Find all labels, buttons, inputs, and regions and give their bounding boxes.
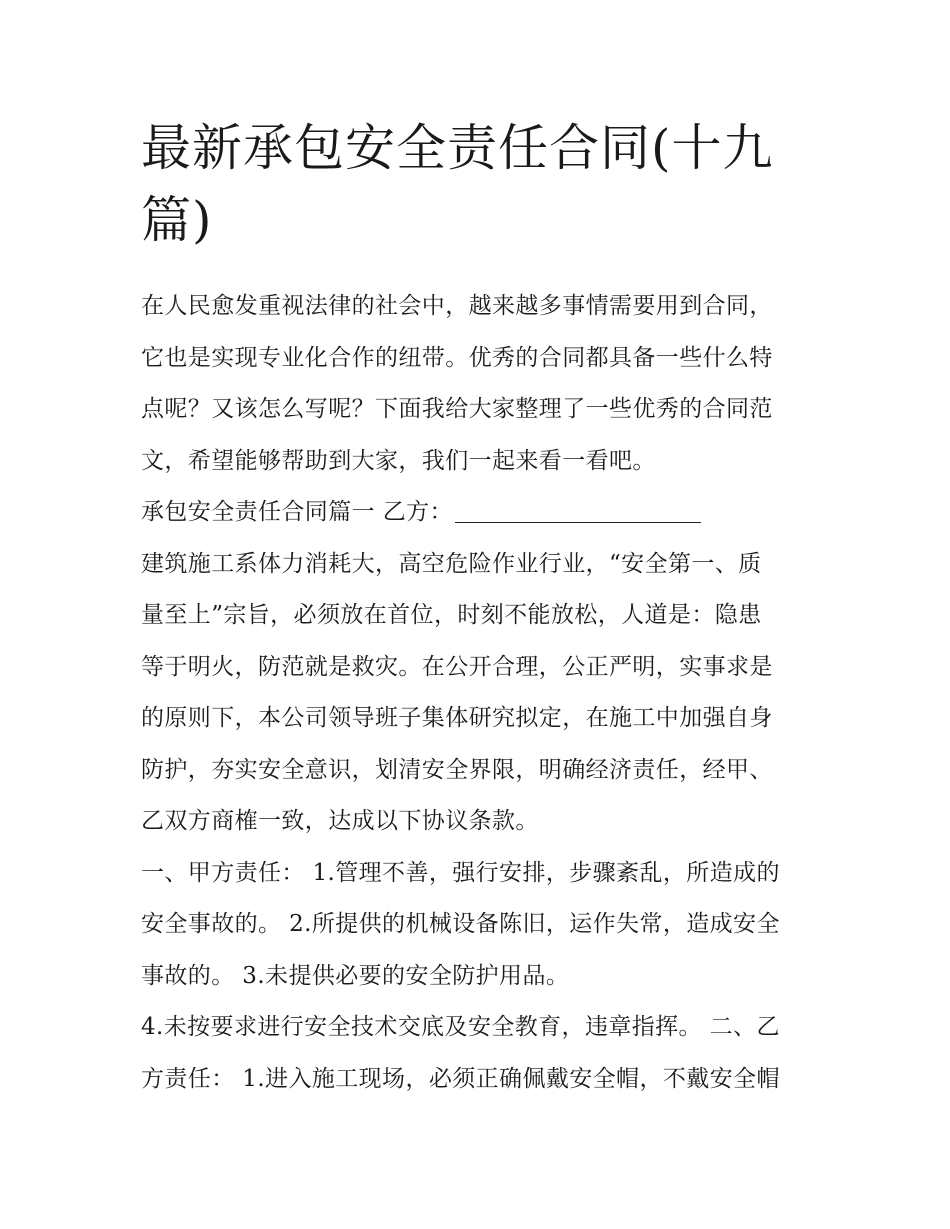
document-body (141, 284, 831, 1108)
body-line: 防护，夯实安全意识，划清安全界限，明确经济责任，经甲、 (141, 756, 773, 783)
body-line: 在人民愈发重视法律的社会中，越来越多事情需要用到合同， (141, 293, 773, 319)
body-line: 等于明火，防范就是救灾。在公开合理，公正严明，实事求是 (141, 653, 773, 680)
title-line-2: 篇) (141, 191, 213, 249)
body-line: 4.未按要求进行安全技术交底及安全教育，违章指挥。 二、乙 (141, 1014, 780, 1040)
fill-in-blank (455, 494, 701, 523)
body-line: 一、甲方责任： 1.管理不善，强行安排，步骤紊乱，所造成的 (141, 859, 780, 886)
body-line: 建筑施工系体力消耗大，高空危险作业行业，“安全第一、质 (141, 550, 762, 577)
document-title (141, 112, 821, 256)
body-line: 量至上”宗旨，必须放在首位，时刻不能放松，人道是：隐患 (141, 602, 762, 628)
body-line: 方责任： 1.进入施工现场，必须正确佩戴安全帽，不戴安全帽 (141, 1065, 780, 1092)
body-line: 安全事故的。 2.所提供的机械设备陈旧，运作失常，造成安全 (141, 911, 780, 937)
section-heading-text: 承包安全责任合同篇一 乙方： (141, 499, 453, 525)
body-line: 文，希望能够帮助到大家，我们一起来看一看吧。 (141, 447, 656, 474)
section-heading-line (141, 490, 831, 542)
body-line: 的原则下，本公司领导班子集体研究拟定，在施工中加强自身 (141, 705, 773, 731)
body-line: 点呢？又该怎么写呢？下面我给大家整理了一些优秀的合同范 (141, 396, 773, 422)
body-line: 它也是实现专业化合作的纽带。优秀的合同都具备一些什么特 (141, 344, 773, 371)
title-line-1: 最新承包安全责任合同(十九 (141, 119, 774, 177)
body-line: 事故的。 3.未提供必要的安全防护用品。 (141, 962, 570, 989)
body-line: 乙双方商榷一致，达成以下协议条款。 (141, 808, 539, 834)
